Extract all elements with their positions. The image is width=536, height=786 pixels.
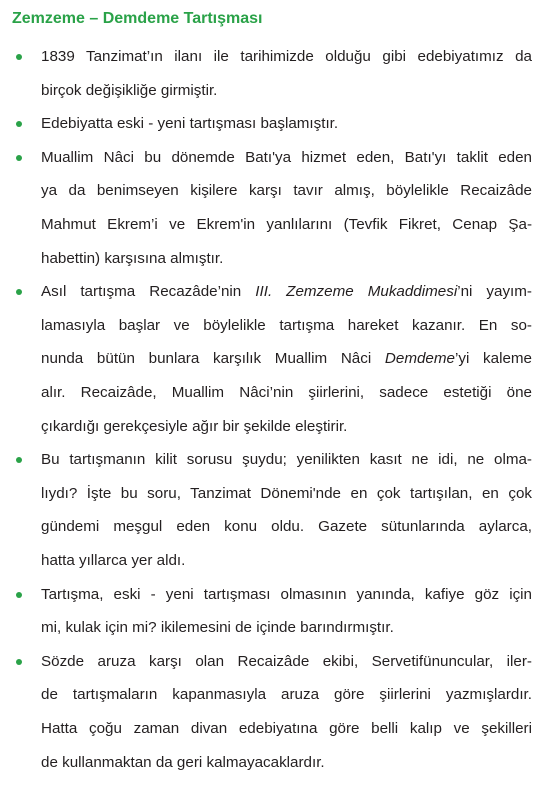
bullet-icon bbox=[16, 659, 22, 665]
bullet-icon bbox=[16, 121, 22, 127]
italic-title: III. Zemzeme Mukaddimesi bbox=[255, 283, 458, 301]
bullet-icon bbox=[16, 155, 22, 161]
text-line: habettin) karşısına almıştır. bbox=[41, 249, 224, 267]
list-item bbox=[0, 443, 536, 577]
text-line: hatta yıllarca yer aldı. bbox=[41, 551, 186, 569]
text-segment: ’yi kaleme bbox=[454, 350, 532, 368]
list-item bbox=[0, 40, 536, 107]
text-line bbox=[41, 342, 532, 376]
text-segment: ’ni yayım- bbox=[457, 283, 532, 301]
bullet-icon bbox=[16, 289, 22, 295]
list-item bbox=[0, 578, 536, 645]
section-title: Zemzeme – Demdeme Tartışması bbox=[12, 10, 263, 27]
text-line: 1839 Tanzimat’ın ilanı ile tarihimizde olduğu gibi edebiyatımız da bbox=[41, 48, 532, 65]
list-item bbox=[0, 107, 536, 141]
text-line: mi, kulak için mi? ikilemesini de içinde barındırmıştır. bbox=[41, 619, 394, 637]
text-line: Sözde aruza karşı olan Recaizâde ekibi, Servetifünuncular, iler- bbox=[41, 652, 532, 670]
list-item bbox=[0, 141, 536, 275]
bullet-list bbox=[0, 40, 536, 779]
italic-title: Demdeme bbox=[384, 350, 455, 368]
text-line: Mahmut Ekrem’i ve Ekrem'in yanlılarını (Tevfik Fikret, Cenap Şa- bbox=[41, 215, 532, 233]
text-line: Edebiyatta eski - yeni tartışması başlamıştır. bbox=[41, 115, 339, 133]
text-line: ya da benimseyen kişilere karşı tavır almış, böylelikle Recaizâde bbox=[41, 182, 532, 200]
text-line: lamasıyla başlar ve böylelikle tartışma hareket kazanır. En so- bbox=[41, 316, 532, 334]
list-item bbox=[0, 275, 536, 443]
text-segment: nunda bütün bunlara karşılık Muallim Nâci bbox=[41, 350, 385, 368]
text-line: Bu tartışmanın kilit sorusu şuydu; yenilikten kasıt ne idi, ne olma- bbox=[41, 451, 532, 469]
text-line: çıkardığı gerekçesiyle ağır bir şekilde eleştirir. bbox=[41, 417, 348, 435]
bullet-icon bbox=[16, 54, 22, 60]
text-line: birçok değişikliğe girmiştir. bbox=[41, 81, 218, 99]
bullet-icon bbox=[16, 457, 22, 463]
list-item bbox=[0, 645, 536, 779]
text-line: Muallim Nâci bu dönemde Batı'ya hizmet eden, Batı'yı taklit eden bbox=[41, 148, 532, 166]
text-line: de kullanmaktan da geri kalmayacaklardır. bbox=[41, 753, 325, 771]
text-line: gündemi meşgul eden konu oldu. Gazete sütunlarında aylarca, bbox=[41, 518, 532, 536]
text-line: Hatta çoğu zaman divan edebiyatına göre belli kalıp ve şekilleri bbox=[41, 719, 532, 737]
text-line bbox=[41, 275, 532, 309]
text-line: alır. Recaizâde, Muallim Nâci’nin şiirlerini, sadece estetiği öne bbox=[41, 383, 532, 401]
text-line: Tartışma, eski - yeni tartışması olmasının yanında, kafiye göz için bbox=[41, 585, 532, 603]
text-line: de tartışmaların kapanmasıyla aruza göre şiirlerini yazmışlardır. bbox=[41, 686, 532, 704]
text-segment: Asıl tartışma Recazâde’nin bbox=[41, 283, 256, 301]
text-line: lıydı? İşte bu soru, Tanzimat Dönemi'nde en çok tartışılan, en çok bbox=[41, 484, 532, 502]
bullet-icon bbox=[16, 592, 22, 598]
